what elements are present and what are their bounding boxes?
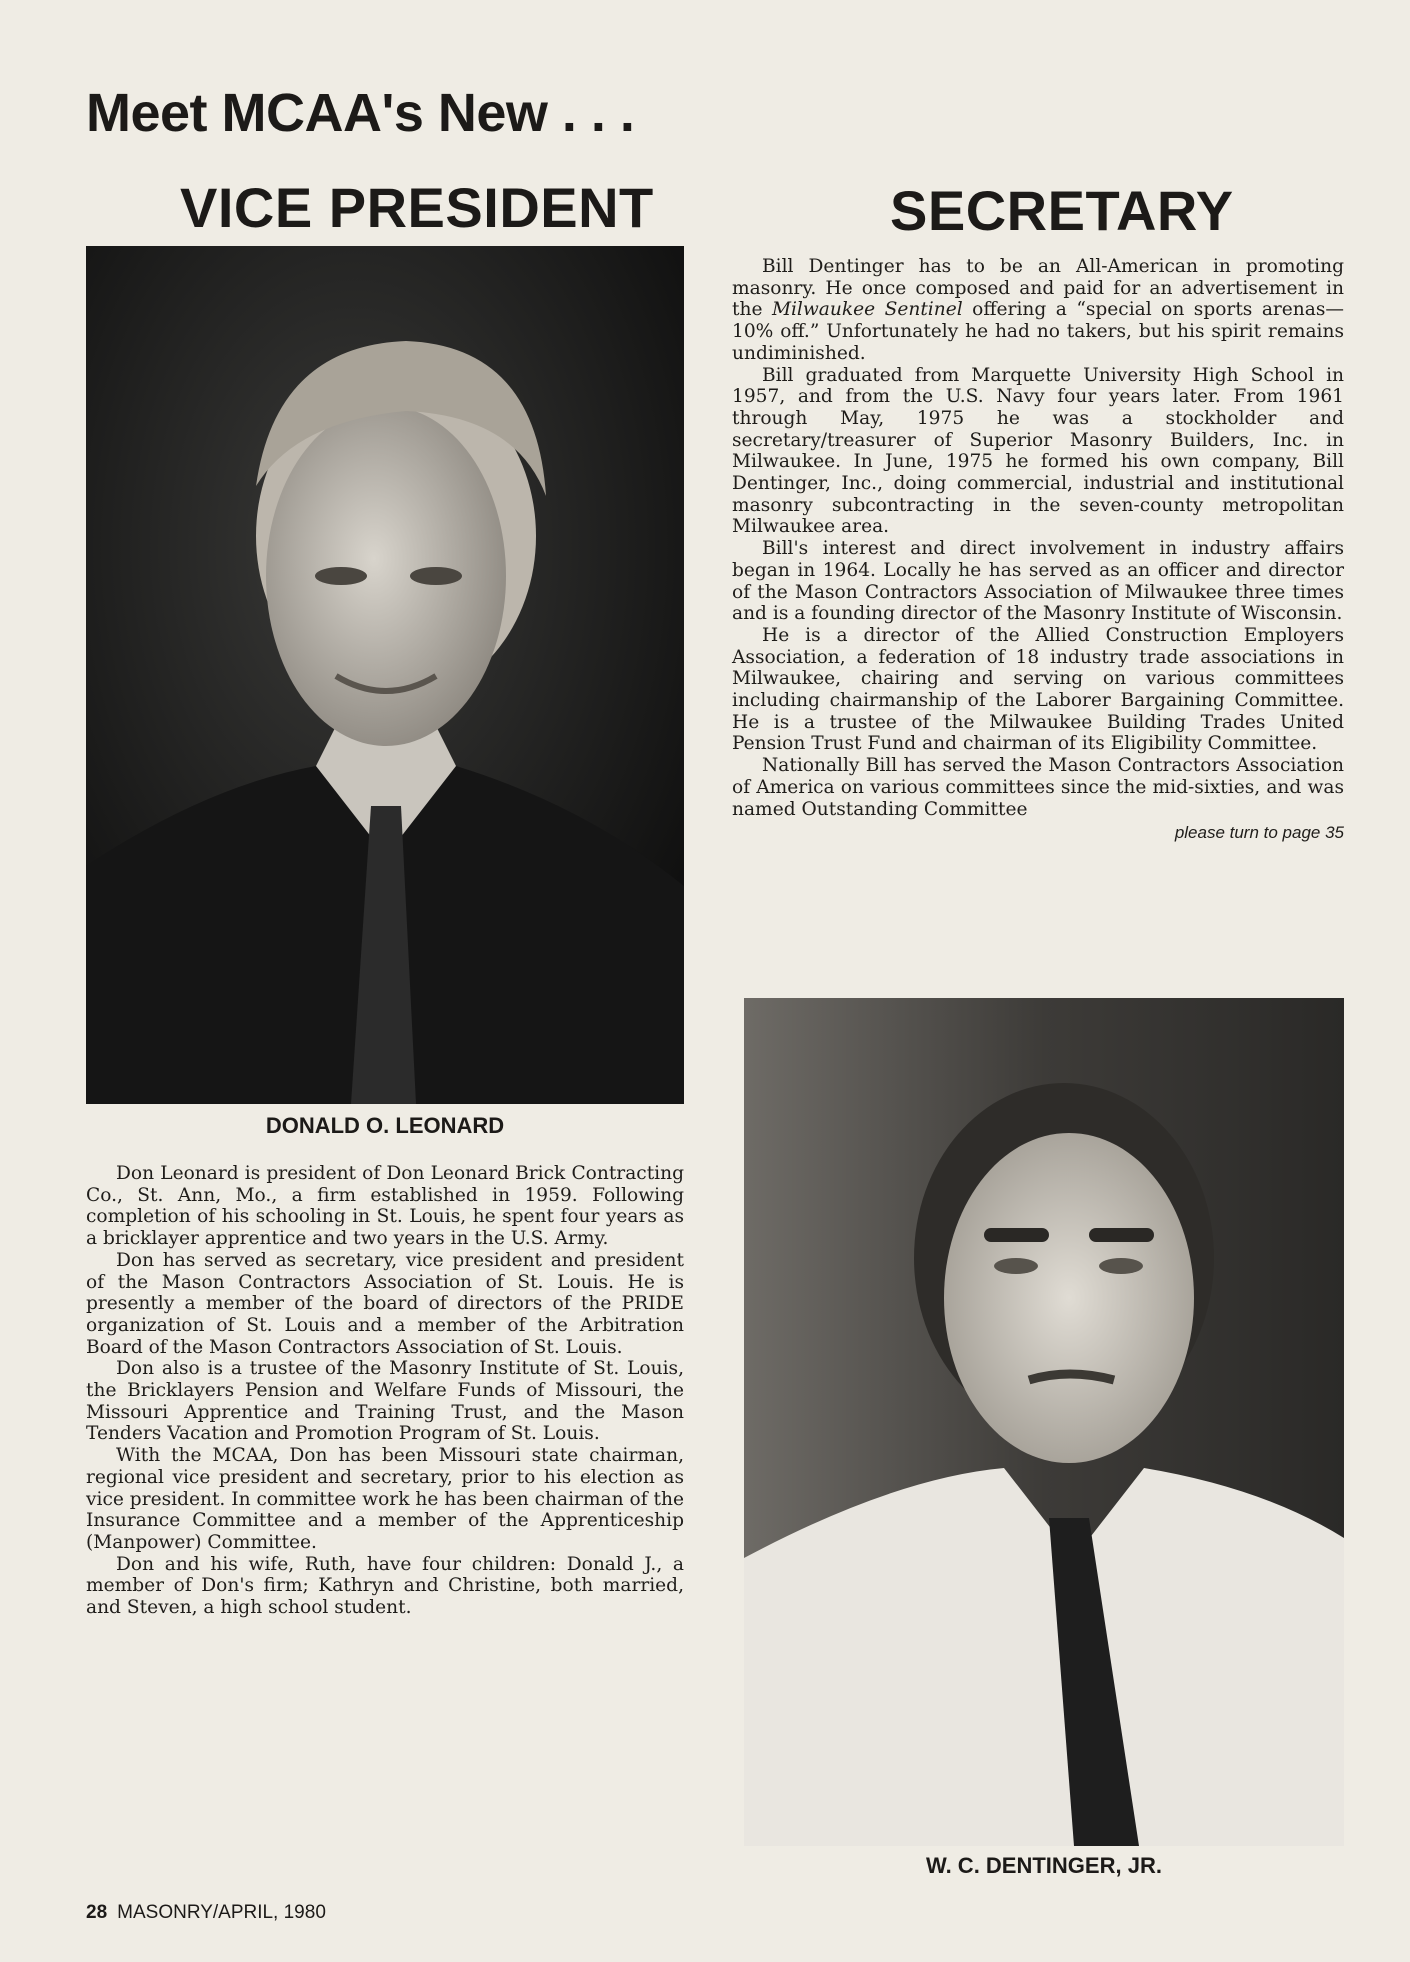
sec-p1-end: offering a “special on sports arenas—10% off.” Unfortunately he had no takers, but his spirit remains undiminished.: [732, 299, 1344, 364]
dentinger-portrait-photo: [744, 998, 1344, 1846]
dentinger-photo-caption: W. C. DENTINGER, JR.: [926, 1853, 1162, 1878]
vp-paragraph: Don has served as secretary, vice president and president of the Mason Contractors Association of St. Louis. He is presently a member of the board of directors of the PRIDE organization of St. Louis and a member of the Arbitration Board of the Mason Contractors Association of St. Louis.: [86, 1249, 684, 1358]
page-footer: [86, 1902, 326, 1924]
secretary-article: [732, 256, 1344, 844]
newspaper-title: Milwaukee Sentinel: [771, 299, 963, 321]
sec-paragraph: Bill graduated from Marquette University High School in 1957, and from the U.S. Navy four years later. From 1961 through May, 1975 he was a stockholder and secretary/treasurer of Superior Masonry Builders, Inc. in Milwaukee. In June, 1975 he formed his own company, Bill Dentinger, Inc., doing commercial, industrial and institutional masonry subcontracting in the seven-county metropolitan Milwaukee area.: [732, 364, 1344, 538]
page-kicker: Meet MCAA's New . . .: [86, 83, 635, 143]
continued-note: please turn to page 35: [1174, 823, 1344, 843]
vice-president-heading: VICE PRESIDENT: [180, 176, 654, 239]
vp-paragraph: Don and his wife, Ruth, have four children: Donald J., a member of Don's firm; Kathryn and Christine, both married, and Steven, a high school student.: [86, 1553, 684, 1619]
sec-paragraph: Bill's interest and direct involvement in industry affairs began in 1964. Locally he has served as an officer and director of the Mason Contractors Association of Milwaukee three times and is a founding director of the Masonry Institute of Wisconsin.: [732, 538, 1344, 625]
vp-paragraph: With the MCAA, Don has been Missouri state chairman, regional vice president and secretary, prior to his election as vice president. In committee work he has been chairman of the Insurance Committee and a member of the Apprenticeship (Manpower) Committee.: [86, 1445, 684, 1553]
page-number: 28: [86, 1902, 108, 1923]
vp-paragraph: Don also is a trustee of the Masonry Institute of St. Louis, the Bricklayers Pension and Welfare Funds of Missouri, the Missouri Apprentice and Training Trust, and the Mason Tenders Vacation and Promotion Program of St. Louis.: [86, 1358, 684, 1445]
vice-president-article: [86, 1163, 684, 1619]
leonard-photo-caption: DONALD O. LEONARD: [265, 1113, 505, 1138]
sec-p1-start: Bill Dentinger has to be an All-American in promoting masonry. He once composed and paid for an advertisement in the: [732, 256, 1344, 321]
sec-paragraph: He is a director of the Allied Construction Employers Association, a federation of 18 industry trade associations in Milwaukee, chairing and serving on various committees including chairmanship of the Laborer Bargaining Committee. He is a trustee of the Milwaukee Building Trades United Pension Trust Fund and chairman of its Eligibility Committee.: [732, 624, 1344, 755]
publication-line: MASONRY/APRIL, 1980: [117, 1902, 326, 1923]
sec-paragraph: [732, 256, 1344, 365]
secretary-heading: SECRETARY: [890, 179, 1234, 242]
leonard-portrait-photo: [86, 246, 684, 1104]
vp-paragraph: Don Leonard is president of Don Leonard Brick Contracting Co., St. Ann, Mo., a firm established in 1959. Following completion of his schooling in St. Louis, he spent four years as a bricklayer apprentice and two years in the U.S. Army.: [86, 1163, 684, 1250]
sec-paragraph: Nationally Bill has served the Mason Contractors Association of America on various committees since the mid-sixties, and was named Outstanding Committee: [732, 755, 1344, 820]
